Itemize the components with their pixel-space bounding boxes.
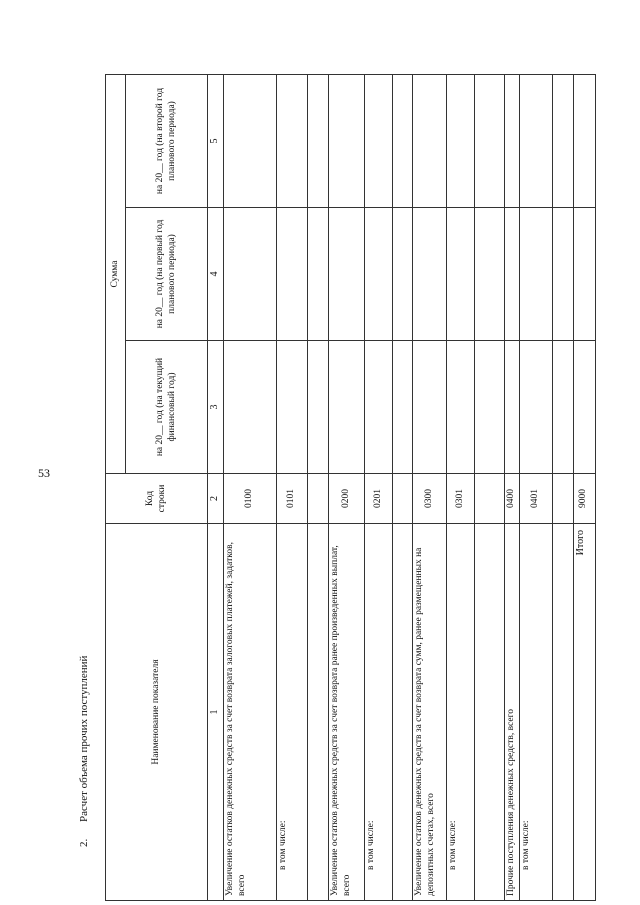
header-sum: Сумма [106,75,126,474]
row-code: 0301 [447,474,475,524]
table-row [277,75,308,901]
value-cell [277,75,308,208]
row-code: 0300 [413,474,447,524]
row-name: в том числе: [519,524,552,901]
value-cell [519,208,552,341]
row-name: Прочие поступления денежных средств, всего [505,524,520,901]
value-cell [505,75,520,208]
value-cell [475,341,505,474]
table-row [393,75,413,901]
column-index: 1 [208,524,224,901]
other-receipts-table [105,74,596,901]
row-name [475,524,505,901]
column-index: 2 [208,474,224,524]
header-year-current: на 20__ год (на текущий финансовый год) [126,341,208,474]
value-cell [573,75,595,208]
value-cell [329,208,365,341]
row-code: 0401 [519,474,552,524]
value-cell [505,208,520,341]
value-cell [573,208,595,341]
value-cell [329,341,365,474]
row-code [552,474,573,524]
row-name: Увеличение остатков денежных средств за счет возврата сумм, ранее размещенных на депозитных счетах, всего [413,524,447,901]
value-cell [447,341,475,474]
table-row [365,75,393,901]
value-cell [308,208,329,341]
row-code [308,474,329,524]
row-code [475,474,505,524]
table-row [505,75,520,901]
value-cell [552,75,573,208]
section-title: Расчет объема прочих поступлений [78,655,90,822]
value-cell [308,341,329,474]
value-cell [519,75,552,208]
value-cell [447,208,475,341]
value-cell [329,75,365,208]
table-row [447,75,475,901]
total-row [573,75,595,901]
row-name: в том числе: [447,524,475,901]
row-name [393,524,413,901]
value-cell [447,75,475,208]
row-code: 0101 [277,474,308,524]
value-cell [393,341,413,474]
value-cell [475,208,505,341]
column-index: 4 [208,208,224,341]
value-cell [308,75,329,208]
page-number: 53 [38,466,50,480]
table-row [413,75,447,901]
value-cell [224,341,277,474]
value-cell [552,208,573,341]
row-code [393,474,413,524]
value-cell [277,341,308,474]
column-index: 5 [208,75,224,208]
value-cell [475,75,505,208]
row-name [552,524,573,901]
section-number: 2. [78,838,90,847]
value-cell [365,208,393,341]
row-name [308,524,329,901]
value-cell [413,75,447,208]
header-year-second: на 20__ год (на второй год планового периода) [126,75,208,208]
row-name: Увеличение остатков денежных средств за счет возврата ранее произведенных выплат, всего [329,524,365,901]
row-name: Увеличение остатков денежных средств за счет возврата залоговых платежей, задатков, всего [224,524,277,901]
section-heading [78,656,90,847]
value-cell [413,341,447,474]
row-code: 0100 [224,474,277,524]
value-cell [519,341,552,474]
table-row [552,75,573,901]
value-cell [393,75,413,208]
row-name: в том числе: [365,524,393,901]
table-row [475,75,505,901]
table-row [329,75,365,901]
total-label: Итого [573,524,595,901]
value-cell [365,75,393,208]
value-cell [413,208,447,341]
table-row [308,75,329,901]
value-cell [573,341,595,474]
total-code: 9000 [573,474,595,524]
header-code: Код строки [106,474,208,524]
value-cell [552,341,573,474]
value-cell [365,341,393,474]
header-name: Наименование показателя [106,524,208,901]
row-code: 0400 [505,474,520,524]
value-cell [224,208,277,341]
column-index: 3 [208,341,224,474]
header-year-first: на 20__ год (на первый год планового периода) [126,208,208,341]
value-cell [224,75,277,208]
value-cell [393,208,413,341]
table-row [224,75,277,901]
value-cell [505,341,520,474]
value-cell [277,208,308,341]
row-code: 0200 [329,474,365,524]
table-row [519,75,552,901]
row-name: в том числе: [277,524,308,901]
row-code: 0201 [365,474,393,524]
